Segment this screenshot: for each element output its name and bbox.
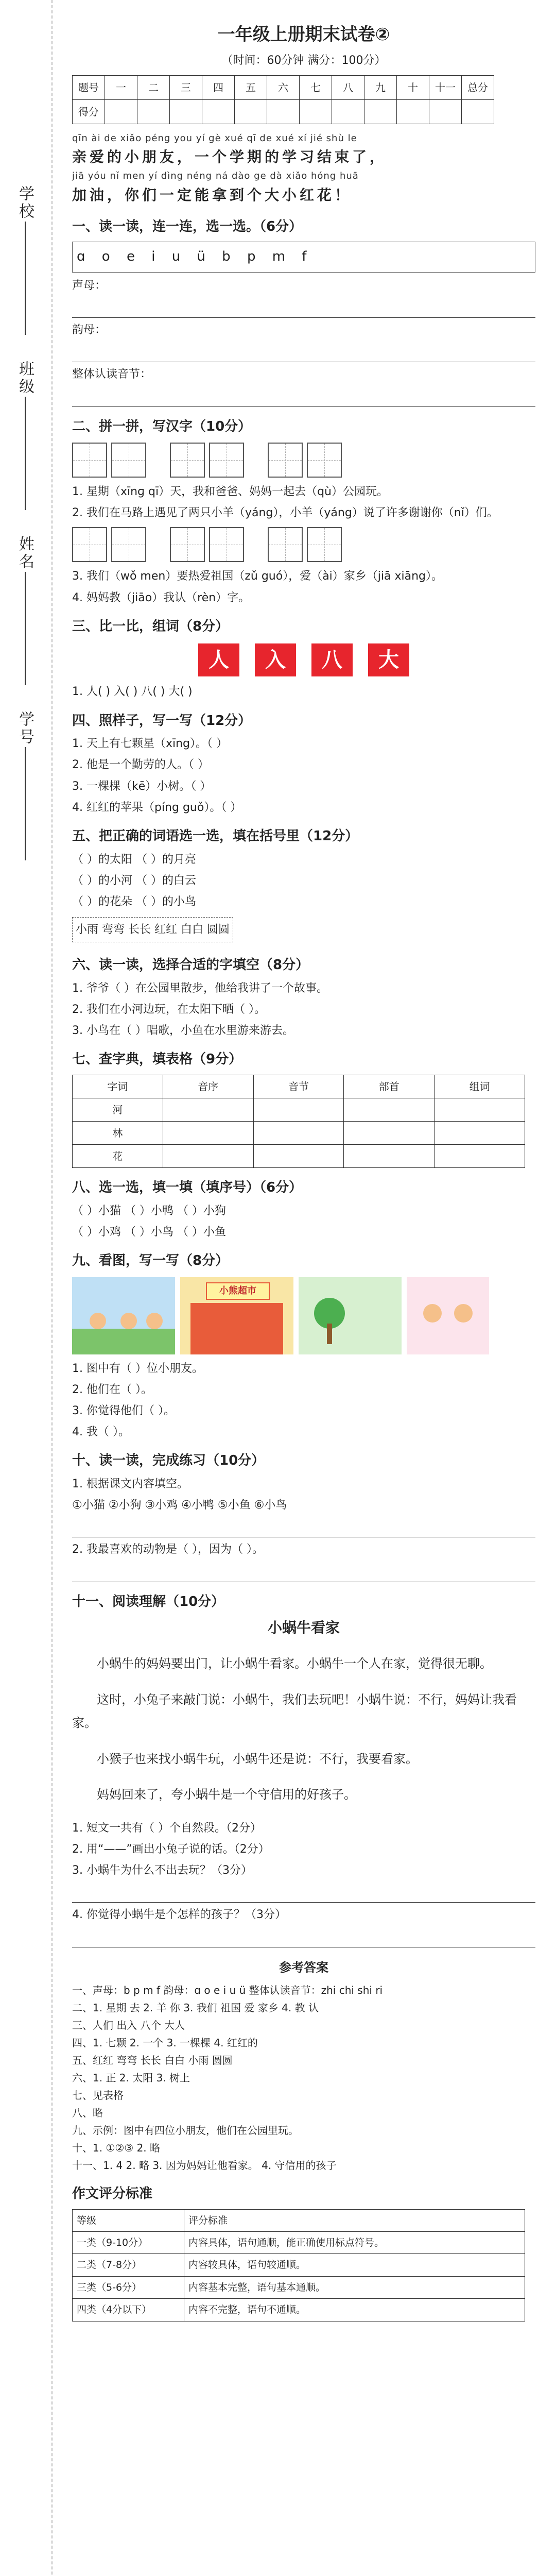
char-strip (72, 643, 535, 676)
score-cell[interactable] (105, 99, 137, 124)
class-line (25, 397, 26, 510)
score-cell[interactable] (202, 99, 235, 124)
answer-line[interactable] (72, 1517, 535, 1537)
rubric-desc: 内容基本完整，语句基本通顺。 (184, 2276, 525, 2298)
dict-cell[interactable] (253, 1145, 344, 1168)
answer-line-text: 四、1. 七颗 2. 一个 3. 一棵棵 4. 红红的 (72, 2037, 258, 2049)
s2-q3: 3. 我们（wǒ men）要热爱祖国（zǔ guó），爱（ài）家乡（jiā xiāng）。 (72, 570, 443, 583)
s4-item: 3. 一棵棵（kē）小树。（ ） (72, 779, 212, 793)
s8-item: （ ）小鸡 （ ）小鸟 （ ）小鱼 (72, 1225, 226, 1239)
rubric-desc: 内容具体，语句通顺，能正确使用标点符号。 (184, 2232, 525, 2254)
s10-q1: 1. 根据课文内容填空。 (72, 1477, 188, 1490)
char-card: 八 (311, 643, 353, 676)
section-11-heading: 十一、阅读理解（10分） (72, 1594, 225, 1609)
s10-q2: 2. 我最喜欢的动物是（ ），因为（ ）。 (72, 1543, 264, 1556)
picture-row (72, 1277, 535, 1354)
tianzige-row (72, 443, 535, 478)
pinyin-box: ɑ o e i u ü b p m f (72, 242, 535, 273)
answer-line-text: 一、声母：b p m f 韵母：ɑ o e i u ü 整体认读音节：zhi chi shi ri (72, 1984, 383, 1997)
dict-cell[interactable] (344, 1122, 435, 1145)
rubric-table (72, 2209, 525, 2321)
s8-item: （ ）小猫 （ ）小鸭 （ ）小狗 (72, 1204, 226, 1217)
answer-line[interactable] (72, 387, 535, 407)
score-cell[interactable] (170, 99, 202, 124)
story-paragraph: 小蜗牛的妈妈要出门，让小蜗牛看家。小蜗牛一个人在家，觉得很无聊。 (97, 1656, 492, 1671)
dict-header: 音节 (253, 1075, 344, 1098)
section-2-heading: 二、拼一拼，写汉字（10分） (72, 418, 252, 434)
whole-syllable-line: 整体认读音节： (72, 368, 152, 381)
story-paragraph: 妈妈回来了，夸小蜗牛是一个守信用的好孩子。 (97, 1787, 356, 1802)
rubric-level: 一类（9-10分） (73, 2232, 184, 2254)
s2-q4: 4. 妈妈教（jiāo）我认（rèn）字。 (72, 591, 250, 604)
answer-line-text: 三、人们 出入 八个 大人 (72, 2019, 185, 2032)
score-header-cell: 九 (364, 75, 397, 99)
class-label: 班级 (16, 361, 34, 396)
score-cell[interactable] (267, 99, 300, 124)
intro-pinyin-2: jiā yóu nǐ men yí dìng néng ná dào ge dà xiǎo hóng huā (72, 171, 359, 182)
answer-line[interactable] (72, 298, 535, 318)
s4-item: 1. 天上有七颗星（xīng）。（ ） (72, 737, 228, 751)
tianzige-box[interactable] (307, 527, 342, 562)
s9-line: 2. 他们在（ ）。 (72, 1383, 152, 1396)
story-paragraph: 这时，小兔子来敲门说：小蜗牛，我们去玩吧！小蜗牛说：不行，妈妈让我看家。 (72, 1692, 517, 1731)
s9-line: 3. 你觉得他们（ ）。 (72, 1404, 175, 1418)
dict-cell[interactable] (435, 1122, 525, 1145)
score-header-cell: 一 (105, 75, 137, 99)
s2-q1: 1. 星期（xīnɡ qī）天，我和爸爸、妈妈一起去（qù）公园玩。 (72, 485, 389, 499)
dict-header: 音序 (163, 1075, 253, 1098)
dict-cell[interactable] (435, 1145, 525, 1168)
char-card: 人 (198, 643, 239, 676)
dict-cell: 河 (73, 1098, 163, 1122)
score-cell[interactable] (300, 99, 332, 124)
s4-item: 4. 红红的苹果（píng guǒ）。（ ） (72, 801, 242, 814)
answers-title: 参考答案 (279, 1960, 328, 1975)
intro-text-1: 亲爱的小朋友，一个学期的学习结束了， (72, 148, 388, 166)
answer-line-text: 九、示例：图中有四位小朋友，他们在公园里玩。 (72, 2124, 299, 2137)
answer-line-text: 十一、1. 4 2. 略 3. 因为妈妈让他看家。 4. 守信用的孩子 (72, 2159, 337, 2172)
id-label: 学号 (16, 711, 34, 746)
tianzige-box[interactable] (170, 527, 205, 562)
shop-sign: 小熊超市 (206, 1282, 270, 1300)
s5-pair: （ ）的太阳 （ ）的月亮 (72, 853, 196, 866)
s6-q3: 3. 小鸟在（ ）唱歌，小鱼在水里游来游去。 (72, 1024, 294, 1038)
score-header-cell: 三 (170, 75, 202, 99)
dict-cell[interactable] (344, 1098, 435, 1122)
tianzige-box[interactable] (209, 443, 244, 478)
answer-line-text: 八、略 (72, 2107, 103, 2120)
initials-line: 声母： (72, 279, 107, 292)
dict-cell[interactable] (253, 1122, 344, 1145)
story-paragraph: 小猴子也来找小蜗牛玩，小蜗牛还是说：不行，我要看家。 (97, 1751, 418, 1766)
answer-line-text: 五、红红 弯弯 长长 白白 小雨 圆圆 (72, 2054, 233, 2067)
section-6-heading: 六、读一读，选择合适的字填空（8分） (72, 957, 309, 973)
answer-line-text: 十、1. ①②③ 2. 略 (72, 2142, 161, 2155)
rubric-heading: 作文评分标准 (72, 2186, 153, 2202)
park-illustration (299, 1277, 402, 1354)
score-cell[interactable] (429, 99, 462, 124)
shop-illustration (180, 1277, 293, 1354)
score-header-cell: 十一 (429, 75, 462, 99)
finals-line: 韵母： (72, 324, 107, 337)
dict-cell[interactable] (163, 1098, 253, 1122)
tianzige-box[interactable] (307, 443, 342, 478)
rubric-header: 评分标准 (184, 2209, 525, 2231)
s3-q1: 1. 人( ) 入( ) 八( ) 大( ) (72, 685, 193, 699)
answer-line-text: 二、1. 星期 去 2. 羊 你 3. 我们 祖国 爱 家乡 4. 教 认 (72, 2002, 319, 2014)
section-4-heading: 四、照样子，写一写（12分） (72, 713, 252, 728)
reading-question: 2. 用“——”画出小兔子说的话。（2分） (72, 1843, 270, 1856)
tianzige-box[interactable] (170, 443, 205, 478)
dict-cell[interactable] (344, 1145, 435, 1168)
name-label: 姓名 (16, 536, 34, 571)
dict-header: 组词 (435, 1075, 525, 1098)
s6-q1: 1. 爷爷（ ）在公园里散步，他给我讲了一个故事。 (72, 981, 328, 995)
rubric-desc: 内容较具体，语句较通顺。 (184, 2254, 525, 2276)
section-5-heading: 五、把正确的词语选一选，填在括号里（12分） (72, 828, 359, 844)
score-header-cell: 题号 (73, 75, 105, 99)
kids-illustration (407, 1277, 489, 1354)
id-line (25, 747, 26, 860)
reading-question: 4. 你觉得小蜗牛是个怎样的孩子？（3分） (72, 1908, 286, 1922)
char-card: 大 (368, 643, 409, 676)
exam-page (72, 15, 535, 2321)
s5-pair: （ ）的花朵 （ ）的小鸟 (72, 895, 196, 908)
tianzige-box[interactable] (268, 443, 303, 478)
dict-cell[interactable] (163, 1122, 253, 1145)
score-header-cell: 总分 (462, 75, 494, 99)
s4-item: 2. 他是一个勤劳的人。（ ） (72, 758, 209, 772)
char-card: 入 (255, 643, 296, 676)
score-header-cell: 二 (137, 75, 170, 99)
dict-cell[interactable] (163, 1145, 253, 1168)
score-cell[interactable] (332, 99, 364, 124)
story-title: 小蜗牛看家 (267, 1619, 340, 1637)
score-header-cell: 十 (397, 75, 429, 99)
rubric-level: 三类（5-6分） (73, 2276, 184, 2298)
classroom-illustration (72, 1277, 175, 1354)
rubric-header: 等级 (73, 2209, 184, 2231)
dict-cell[interactable] (435, 1098, 525, 1122)
cut-line (51, 0, 53, 2576)
score-cell[interactable] (235, 99, 267, 124)
section-8-heading: 八、选一选，填一填（填序号）（6分） (72, 1180, 303, 1196)
section-7-heading: 七、查字典，填表格（9分） (72, 1052, 242, 1067)
school-line (25, 222, 26, 335)
s10-options: ①小猫 ②小狗 ③小鸡 ④小鸭 ⑤小鱼 ⑥小鸟 (72, 1499, 287, 1512)
s9-line: 1. 图中有（ ）位小朋友。 (72, 1362, 203, 1375)
answer-line[interactable] (72, 1562, 535, 1582)
dict-header: 部首 (344, 1075, 435, 1098)
score-cell[interactable] (462, 99, 494, 124)
rubric-desc: 内容不完整，语句不通顺。 (184, 2299, 525, 2321)
score-table (72, 75, 494, 124)
tianzige-box[interactable] (111, 527, 146, 562)
binding-margin (0, 0, 62, 2576)
score-cell[interactable] (397, 99, 429, 124)
answer-line[interactable] (72, 1883, 535, 1903)
rubric-level: 四类（4分以下） (73, 2299, 184, 2321)
intro-pinyin-1: qīn ài de xiǎo péng you yí gè xué qī de xué xí jié shù le (72, 132, 357, 144)
section-9-heading: 九、看图，写一写（8分） (72, 1253, 229, 1269)
school-label: 学校 (16, 185, 34, 221)
s6-q2: 2. 我们在小河边玩，在太阳下晒（ ）。 (72, 1003, 266, 1016)
score-cell: 得分 (73, 99, 105, 124)
tianzige-box[interactable] (72, 527, 107, 562)
rubric-level: 二类（7-8分） (73, 2254, 184, 2276)
answer-line-text: 七、见表格 (72, 2089, 124, 2102)
dictionary-table (72, 1075, 525, 1168)
reading-question: 1. 短文一共有（ ）个自然段。（2分） (72, 1821, 262, 1835)
score-header-cell: 五 (235, 75, 267, 99)
exam-subtitle: （时间：60分钟 满分：100分） (221, 54, 386, 67)
tianzige-box[interactable] (209, 527, 244, 562)
tianzige-row (72, 527, 535, 562)
score-header-cell: 七 (300, 75, 332, 99)
answer-line[interactable] (72, 342, 535, 362)
section-3-heading: 三、比一比，组词（8分） (72, 618, 229, 634)
tianzige-box[interactable] (111, 443, 146, 478)
exam-title: 一年级上册期末试卷② (217, 24, 390, 45)
s5-pair: （ ）的小河 （ ）的白云 (72, 874, 196, 887)
s2-q2: 2. 我们在马路上遇见了两只小羊（yáng），小羊（yáng）说了许多谢谢你（nǐ）们。 (72, 506, 498, 520)
intro-text-2: 加油，你们一定能拿到个大小红花！ (72, 186, 353, 204)
s9-line: 4. 我（ ）。 (72, 1426, 130, 1439)
answer-line-text: 六、1. 正 2. 太阳 3. 树上 (72, 2072, 190, 2084)
section-10-heading: 十、读一读，完成练习（10分） (72, 1453, 265, 1469)
dict-header: 字词 (73, 1075, 163, 1098)
name-line (25, 572, 26, 685)
score-cell[interactable] (364, 99, 397, 124)
score-header-cell: 八 (332, 75, 364, 99)
reading-question: 3. 小蜗牛为什么不出去玩？（3分） (72, 1864, 252, 1877)
answer-line[interactable] (72, 1927, 535, 1947)
section-1-heading: 一、读一读，连一连，选一选。（6分） (72, 218, 303, 234)
dict-cell: 花 (73, 1145, 163, 1168)
dict-cell[interactable] (253, 1098, 344, 1122)
dict-cell: 林 (73, 1122, 163, 1145)
tianzige-box[interactable] (268, 527, 303, 562)
score-header-cell: 四 (202, 75, 235, 99)
word-bank: 小雨 弯弯 长长 红红 白白 圆圆 (72, 917, 233, 942)
tianzige-box[interactable] (72, 443, 107, 478)
score-cell[interactable] (137, 99, 170, 124)
score-header-cell: 六 (267, 75, 300, 99)
